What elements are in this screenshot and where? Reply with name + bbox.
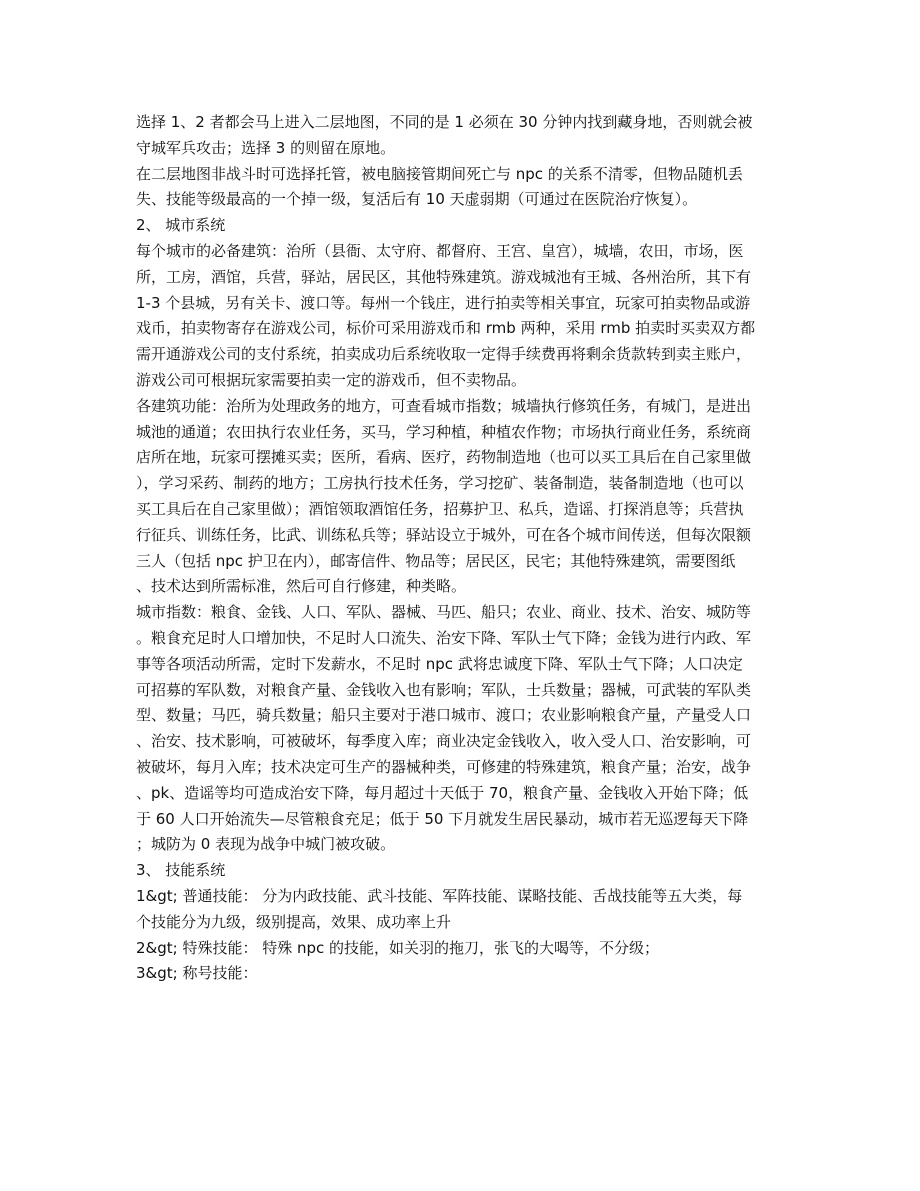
- text-line: 3&gt; 称号技能：: [136, 964, 258, 983]
- text-line: 1-3 个县城，另有关卡、渡口等。每州一个钱庄，进行拍卖等相关事宜，玩家可拍卖物品或游: [136, 293, 751, 312]
- text-line: 城市指数：粮食、金钱、人口、军队、器械、马匹、船只；农业、商业、技术、治安、城防等: [136, 603, 752, 622]
- text-line: 游戏公司可根据玩家需要拍卖一定的游戏币，但不卖物品。: [136, 370, 527, 389]
- paragraph: [136, 961, 788, 987]
- paragraph: [136, 600, 788, 858]
- text-line: ），学习采药、制药的地方；工房执行技术任务，学习挖矿、装备制造，装备制造地（也可以: [136, 474, 744, 493]
- text-line: 个技能分为九级，级别提高，效果、成功率上升: [136, 912, 452, 931]
- text-line: 被破坏，每月入库；技术决定可生产的器械种类，可修建的特殊建筑，粮食产量；治安，战争: [136, 757, 752, 776]
- text-line: ；城防为 0 表现为战争中城门被攻破。: [136, 835, 396, 854]
- text-line: 所，工房，酒馆，兵营，驿站，居民区，其他特殊建筑。游戏城池有王城、各州治所，其下有: [136, 267, 752, 286]
- text-line: 选择 1、2 者都会马上进入二层地图，不同的是 1 必须在 30 分钟内找到藏身地，否则就会被: [136, 113, 753, 131]
- text-line: 在二层地图非战斗时可选择托管，被电脑接管期间死亡与 npc 的关系不清零，但物品随机丢: [136, 164, 743, 183]
- text-line: 、pk、造谣等均可造成治安下降，每月超过十天低于 70，粮食产量、金钱收入开始下降；低: [136, 783, 749, 802]
- text-line: 1&gt; 普通技能： 分为内政技能、武斗技能、军阵技能、谋略技能、舌战技能等五大类，每: [136, 886, 743, 905]
- text-line: 城池的通道；农田执行农业任务，买马，学习种植，种植农作物；市场执行商业任务，系统商: [136, 422, 752, 441]
- paragraph: [136, 162, 788, 214]
- paragraph: [136, 936, 788, 962]
- text-line: 行征兵、训练任务，比武、训练私兵等；驿站设立于城外，可在各个城市间传送，但每次限额: [136, 525, 752, 544]
- text-line: 事等各项活动所需，定时下发薪水，不足时 npc 武将忠诚度下降、军队士气下降；人口决定: [136, 654, 743, 673]
- text-line: 店所在地，玩家可摆摊买卖；医所，看病、医疗，药物制造地（也可以买工具后在自己家里做: [136, 448, 752, 467]
- paragraph: [136, 239, 788, 394]
- text-line: 。粮食充足时人口增加快，不足时人口流失、治安下降、军队士气下降；金钱为进行内政、军: [136, 628, 752, 647]
- document-body: [136, 110, 788, 987]
- text-line: 买工具后在自己家里做）；酒馆领取酒馆任务，招募护卫、私兵，造谣、打探消息等；兵营执: [136, 499, 744, 518]
- text-line: 、技术达到所需标准，然后可自行修建，种类略。: [136, 577, 467, 596]
- text-line: 2&gt; 特殊技能： 特殊 npc 的技能，如关羽的拖刀，张飞的大喝等，不分级；: [136, 938, 660, 957]
- text-line: 三人（包括 npc 护卫在内），邮寄信件、物品等；居民区，民宅；其他特殊建筑，需要图纸: [136, 551, 736, 570]
- text-line: 3、 技能系统: [136, 861, 226, 880]
- paragraph: [136, 213, 788, 239]
- text-line: 于 60 人口开始流失—尽管粮食充足；低于 50 下月就发生居民暴动，城市若无巡逻每天下降: [136, 809, 749, 828]
- text-line: 守城军兵攻击；选择 3 的则留在原地。: [136, 138, 396, 157]
- paragraph: [136, 110, 788, 162]
- paragraph: [136, 858, 788, 884]
- text-line: 需开通游戏公司的支付系统，拍卖成功后系统收取一定得手续费再将剩余货款转到卖主账户，: [136, 345, 752, 364]
- text-line: 型、数量；马匹，骑兵数量；船只主要对于港口城市、渡口；农业影响粮食产量，产量受人口: [136, 706, 752, 725]
- text-line: 2、 城市系统: [136, 216, 226, 235]
- text-line: 每个城市的必备建筑：治所（县衙、太守府、都督府、王宫、皇宫），城墙，农田，市场，医: [136, 241, 744, 260]
- paragraph: [136, 394, 788, 600]
- text-line: 戏币，拍卖物寄存在游戏公司，标价可采用游戏币和 rmb 两种，采用 rmb 拍卖时买卖双方都: [136, 319, 756, 338]
- text-line: 可招募的军队数，对粮食产量、金钱收入也有影响；军队，士兵数量；器械，可武装的军队类: [136, 680, 752, 699]
- paragraph: [136, 884, 788, 936]
- text-line: 、治安、技术影响，可被破坏，每季度入库；商业决定金钱收入，收入受人口、治安影响，可: [136, 732, 752, 751]
- text-line: 各建筑功能：治所为处理政务的地方，可查看城市指数；城墙执行修筑任务，有城门，是进出: [136, 396, 752, 415]
- text-line: 失、技能等级最高的一个掉一级，复活后有 10 天虚弱期（可通过在医院治疗恢复）。: [136, 190, 698, 209]
